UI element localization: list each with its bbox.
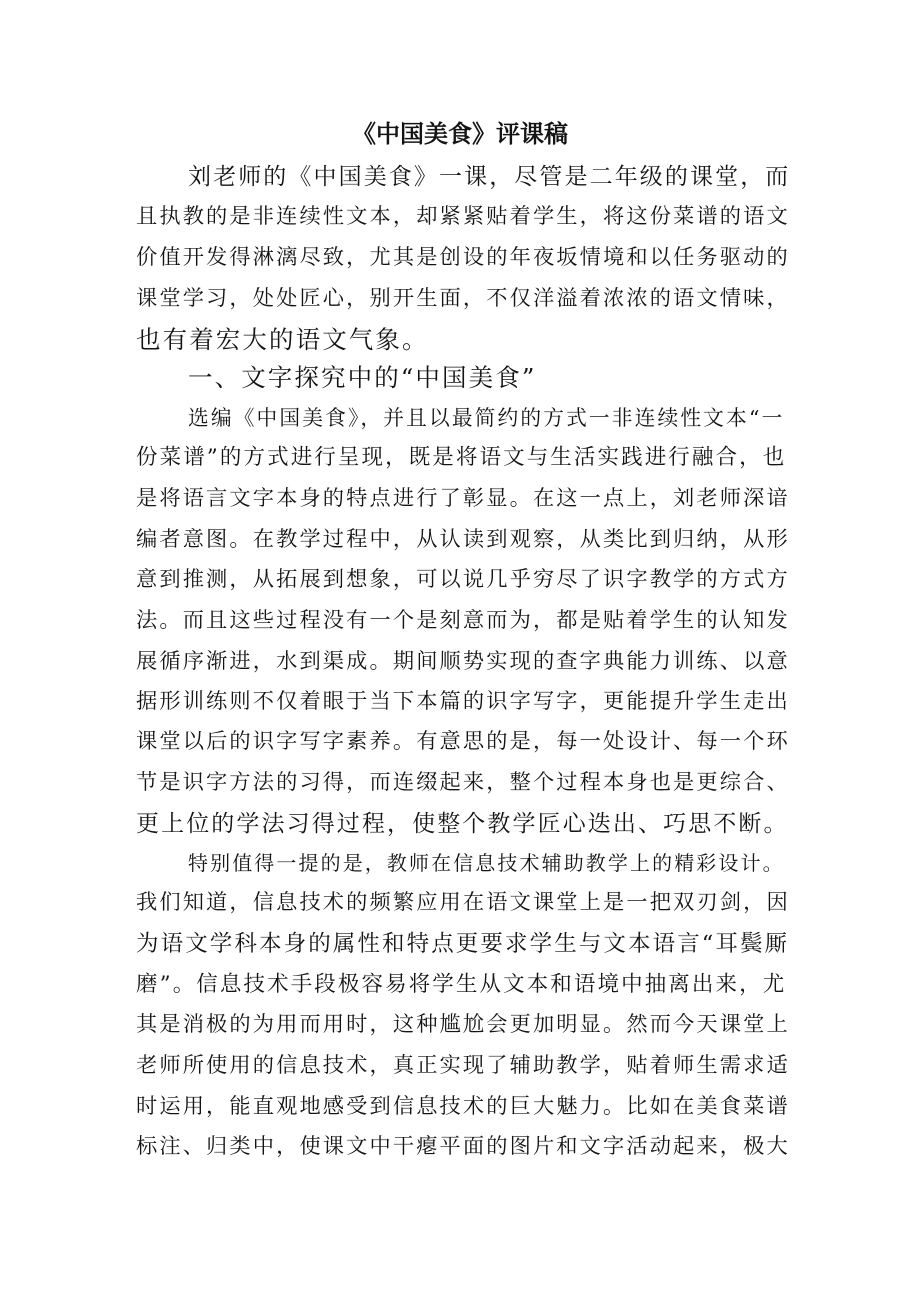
paragraph-1-line-9: 课堂以后的识字写字素养。有意思的是，每一处设计、每一个环: [136, 729, 790, 754]
paragraph-1-line-10: 节是识字方法的习得，而连缀起来，整个过程本身也是更综合、: [136, 770, 790, 795]
paragraph-1-line-4: 编者意图。在教学过程中，从认读到观察，从类比到归纳，从形: [136, 527, 790, 552]
intro-line-5: 也有着宏大的语文气象。: [136, 325, 429, 354]
paragraph-1-line-7: 展循序渐进，水到渠成。期间顺势实现的查字典能力训练、以意: [136, 649, 790, 674]
paragraph-1-line-6: 法。而且这些过程没有一个是刻意而为，都是贴着学生的认知发: [136, 608, 790, 633]
paragraph-2-line-8: 标注、归类中，使课文中干瘪平面的图片和文字活动起来，极大: [136, 1134, 790, 1159]
paragraph-1-line-5: 意到推测，从拓展到想象，可以说几乎穷尽了识字教学的方式方: [136, 567, 790, 592]
paragraph-1-line-2: 份菜谱”的方式进行呈现，既是将语文与生活实践进行融合，也: [136, 445, 787, 470]
paragraph-2-line-3: 为语文学科本身的属性和特点更要求学生与文本语言“耳鬓厮: [136, 931, 790, 957]
paragraph-1-line-8: 据形训练则不仅着眼于当下本篇的识字写字，更能提升学生走出: [136, 689, 790, 714]
paragraph-1-line-3: 是将语言文字本身的特点进行了彰显。在这一点上，刘老师深谙: [136, 486, 790, 511]
document-title: 《中国美食》评课稿: [352, 120, 568, 148]
intro-line-3: 价值开发得淋漓尽致，尤其是创设的年夜坂情境和以任务驱动的: [136, 245, 790, 270]
section-heading: 一、文字探究中的“中国美食”: [188, 363, 537, 392]
paragraph-2-line-2: 我们知道，信息技术的频繁应用在语文课堂上是一把双刃剑，因: [136, 890, 790, 915]
intro-line-4: 课堂学习，处处匠心，别开生面，不仅洋溢着浓浓的语文情味，: [136, 286, 790, 311]
paragraph-2-line-5: 其是消极的为用而用时，这种尴尬会更加明显。然而今天课堂上: [136, 1012, 790, 1037]
intro-line-1: 刘老师的《中国美食》一课，尽管是二年级的课堂，而: [188, 164, 791, 190]
paragraph-1-line-11: 更上位的学法习得过程，使整个教学匠心迭出、巧思不断。: [136, 811, 789, 837]
intro-line-2: 且执教的是非连续性文本，却紧紧贴着学生，将这份菜谱的语文: [136, 204, 790, 229]
paragraph-2-line-7: 时运用，能直观地感受到信息技术的巨大魅力。比如在美食菜谱: [136, 1094, 790, 1119]
paragraph-2-line-4: 磨”。信息技术手段极容易将学生从文本和语境中抽离出来，尤: [136, 972, 787, 997]
paragraph-2-line-1: 特别值得一提的是，教师在信息技术辅助教学上的精彩设计。: [188, 851, 785, 875]
paragraph-1-line-1: 选编《中国美食》，并且以最简约的方式一非连续性文本“一: [188, 406, 785, 430]
paragraph-2-line-6: 老师所使用的信息技术，真正实现了辅助教学，贴着师生需求适: [136, 1053, 790, 1078]
